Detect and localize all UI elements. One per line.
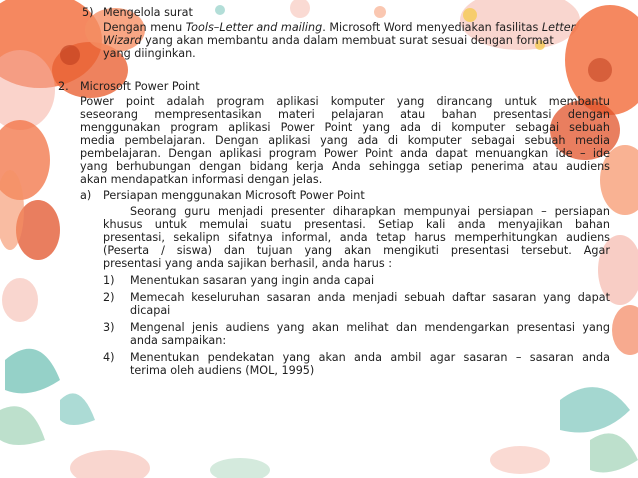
section-number: 2. [58,80,69,93]
list-item-continuation: terima oleh audiens (MOL, 1995) [130,364,315,377]
paragraph-line: khusus untuk memulai suatu presentasi. Setiap kali anda menyajikan bahan [103,218,610,231]
paragraph-line: media pembelajaran. Dengan aplikasi yang ada di komputer sebagai sebuah media [80,134,610,147]
paragraph-line: Dengan menu Tools–Letter and mailing. Microsoft Word menyediakan fasilitas Letter [103,21,576,34]
paragraph-line: yang berhubungan dengan bidang kerja Anda sehingga setiap penerima atau audiens [80,160,610,173]
paragraph-line: seseorang mempresentasikan materi pelajaran atau bahan presentasi dengan [80,108,610,121]
list-item-number: 2) [103,291,115,304]
paragraph-line: presentasi yang anda sajikan berhasil, anda harus : [103,257,392,270]
list-item: Mengenal jenis audiens yang akan melihat dan mendengarkan presentasi yang [130,321,610,334]
list-item-number: 3) [103,321,115,334]
paragraph-line: yang diinginkan. [103,47,196,60]
list-item-number: 4) [103,351,115,364]
subsection-heading: Persiapan menggunakan Microsoft Power Point [103,189,365,202]
section-heading: Mengelola surat [103,6,193,19]
list-item: Menentukan sasaran yang ingin anda capai [130,274,375,287]
section-heading: Microsoft Power Point [80,80,200,93]
list-item-number: 1) [103,274,115,287]
paragraph-line: presentasi, sekalipn sifatnya informal, anda tetap harus memperhitungkan audiens [103,231,610,244]
list-item: Memecah keseluruhan sasaran anda menjadi sebuah daftar sasaran yang dapat [130,291,610,304]
paragraph-line: Power point adalah program aplikasi komputer yang dirancang untuk membantu [80,95,610,108]
item-number: 5) [82,6,94,19]
paragraph-line: Seorang guru menjadi presenter diharapkan mempunyai persiapan – persiapan [130,205,610,218]
paragraph-line: (Peserta / siswa) dan tujuan yang akan mengikuti presentasi tersebut. Agar [103,244,610,257]
paragraph-line: pembelajaran. Dengan aplikasi program Power Point anda dapat menuangkan ide – ide [80,147,610,160]
paragraph-line: akan mendapatkan informasi dengan jelas. [80,173,323,186]
list-item-continuation: dicapai [130,304,171,317]
list-item-continuation: anda sampaikan: [130,334,227,347]
paragraph-line: Wizard yang akan membantu anda dalam membuat surat sesuai dengan format [103,34,554,47]
paragraph-line: menggunakan program aplikasi Power Point yang ada di komputer sebagai sebuah [80,121,610,134]
subsection-label: a) [80,189,92,202]
list-item: Menentukan pendekatan yang akan anda ambil agar sasaran – sasaran anda [130,351,610,364]
